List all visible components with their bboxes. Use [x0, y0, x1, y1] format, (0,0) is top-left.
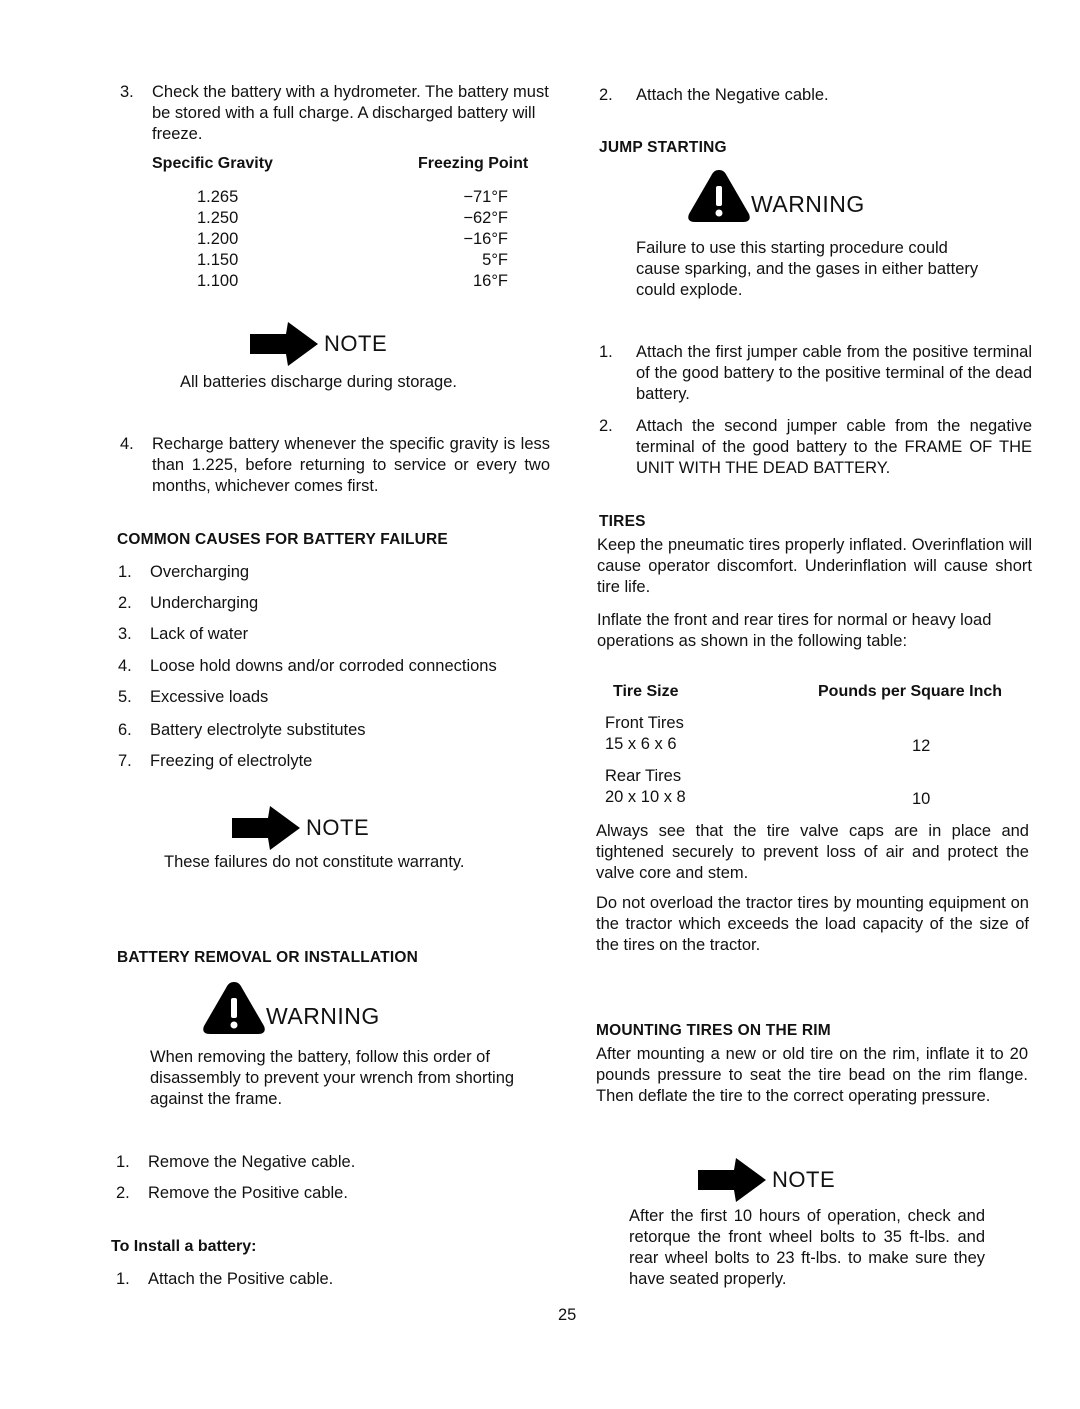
list-item: Undercharging — [150, 594, 259, 612]
paragraph: Inflate the front and rear tires for normal or heavy load operations as shown in the following table: — [597, 611, 992, 650]
item-number: 3. — [120, 83, 134, 101]
list-item: Loose hold downs and/or corroded connections — [150, 657, 497, 675]
table-header-size: Tire Size — [613, 683, 679, 700]
section-heading: MOUNTING TIRES ON THE RIM — [596, 1022, 831, 1039]
list-item: Freezing of electrolyte — [150, 752, 313, 770]
warning-triangle-icon — [685, 168, 753, 224]
tire-size: 20 x 10 x 8 — [605, 788, 686, 806]
arrow-icon — [250, 322, 318, 366]
warning-triangle-icon — [200, 980, 268, 1036]
warning-label: WARNING — [266, 1003, 380, 1029]
note-label: NOTE — [306, 815, 370, 840]
subheading: To Install a battery: — [111, 1238, 257, 1255]
freezing-cell: 5°F — [482, 251, 508, 269]
tire-group-label: Rear Tires — [605, 767, 682, 785]
item-text: Check the battery with a hydrometer. The battery must be stored with a full charge. A discharged battery will freeze. — [152, 83, 549, 143]
list-item: Attach the second jumper cable from the negative terminal of the good battery to the FRAME OF THE UNIT WITH THE DEAD BATTERY. — [636, 417, 1032, 477]
list-number: 1. — [116, 1270, 130, 1288]
list-number: 4. — [118, 657, 132, 675]
list-item: Lack of water — [150, 625, 249, 643]
list-number: 1. — [116, 1153, 130, 1171]
section-heading: JUMP STARTING — [599, 139, 727, 156]
note-heading — [698, 1158, 835, 1202]
list-number: 6. — [118, 721, 132, 739]
list-item: Excessive loads — [150, 688, 269, 706]
paragraph: Always see that the tire valve caps are in place and tightened securely to prevent loss of air and protect the valve core and stem. — [596, 822, 1029, 882]
freezing-cell: −62°F — [463, 209, 508, 227]
arrow-icon — [232, 806, 300, 850]
list-item: Remove the Negative cable. — [148, 1153, 356, 1171]
table-header-freezing: Freezing Point — [418, 155, 529, 172]
paragraph: After mounting a new or old tire on the rim, inflate it to 20 pounds pressure to seat the tire bead on the rim flange. Then deflate the tire to the correct operating pressure. — [596, 1045, 1028, 1105]
gravity-cell: 1.200 — [197, 230, 239, 248]
list-number: 3. — [118, 625, 132, 643]
note-text: After the first 10 hours of operation, check and retorque the front wheel bolts to 35 ft-lbs. and rear wheel bolts to 23 ft-lbs. to make sure they have seated properly. — [629, 1207, 985, 1288]
item-text: Recharge battery whenever the specific gravity is less than 1.225, before returning to service or every two months, whichever comes first. — [152, 435, 550, 495]
note-heading — [250, 322, 387, 366]
gravity-cell: 1.250 — [197, 209, 239, 227]
list-number: 2. — [118, 594, 132, 612]
freezing-cell: −71°F — [463, 188, 508, 206]
section-heading: COMMON CAUSES FOR BATTERY FAILURE — [117, 531, 448, 548]
list-item: Attach the first jumper cable from the positive terminal of the good battery to the positive terminal of the dead battery. — [636, 343, 1032, 403]
list-item: Battery electrolyte substitutes — [150, 721, 366, 739]
section-heading: BATTERY REMOVAL OR INSTALLATION — [117, 949, 418, 966]
list-number: 5. — [118, 688, 132, 706]
tire-group-label: Front Tires — [605, 714, 684, 732]
list-item: Overcharging — [150, 563, 250, 581]
table-header-psi: Pounds per Square Inch — [818, 683, 1003, 700]
note-label: NOTE — [772, 1167, 836, 1192]
section-heading: TIRES — [599, 513, 646, 530]
paragraph: Do not overload the tractor tires by mounting equipment on the tractor which exceeds the load capacity of the size of the tires on the tractor. — [596, 894, 1029, 954]
gravity-cell: 1.265 — [197, 188, 239, 206]
table-header-gravity: Specific Gravity — [152, 155, 273, 172]
tire-size: 15 x 6 x 6 — [605, 735, 677, 753]
list-number: 2. — [599, 86, 613, 104]
list-item: Attach the Negative cable. — [636, 86, 829, 104]
note-heading — [232, 806, 369, 850]
list-item: Attach the Positive cable. — [148, 1270, 334, 1288]
list-item: Remove the Positive cable. — [148, 1184, 348, 1202]
page-number: 25 — [558, 1306, 577, 1324]
gravity-cell: 1.150 — [197, 251, 239, 269]
list-number: 1. — [599, 343, 613, 361]
warning-label: WARNING — [751, 191, 865, 217]
item-number: 4. — [120, 435, 134, 453]
paragraph: Keep the pneumatic tires properly inflated. Overinflation will cause operator discomfort. Underinflation will cause short tire life. — [597, 536, 1032, 596]
freezing-cell: −16°F — [463, 230, 508, 248]
note-label: NOTE — [324, 331, 388, 356]
list-number: 2. — [599, 417, 613, 435]
warning-heading — [685, 168, 865, 224]
list-number: 7. — [118, 752, 132, 770]
note-text: All batteries discharge during storage. — [180, 373, 457, 391]
note-text: These failures do not constitute warranty. — [164, 853, 465, 871]
tire-psi: 12 — [912, 737, 931, 755]
freezing-cell: 16°F — [472, 272, 508, 290]
arrow-icon — [698, 1158, 766, 1202]
warning-heading — [200, 980, 380, 1036]
warning-text: When removing the battery, follow this order of disassembly to prevent your wrench from shorting against the frame. — [150, 1048, 515, 1108]
list-number: 2. — [116, 1184, 130, 1202]
gravity-cell: 1.100 — [197, 272, 239, 290]
list-number: 1. — [118, 563, 132, 581]
warning-text: Failure to use this starting procedure could cause sparking, and the gases in either battery could explode. — [636, 239, 979, 299]
tire-psi: 10 — [912, 790, 931, 808]
